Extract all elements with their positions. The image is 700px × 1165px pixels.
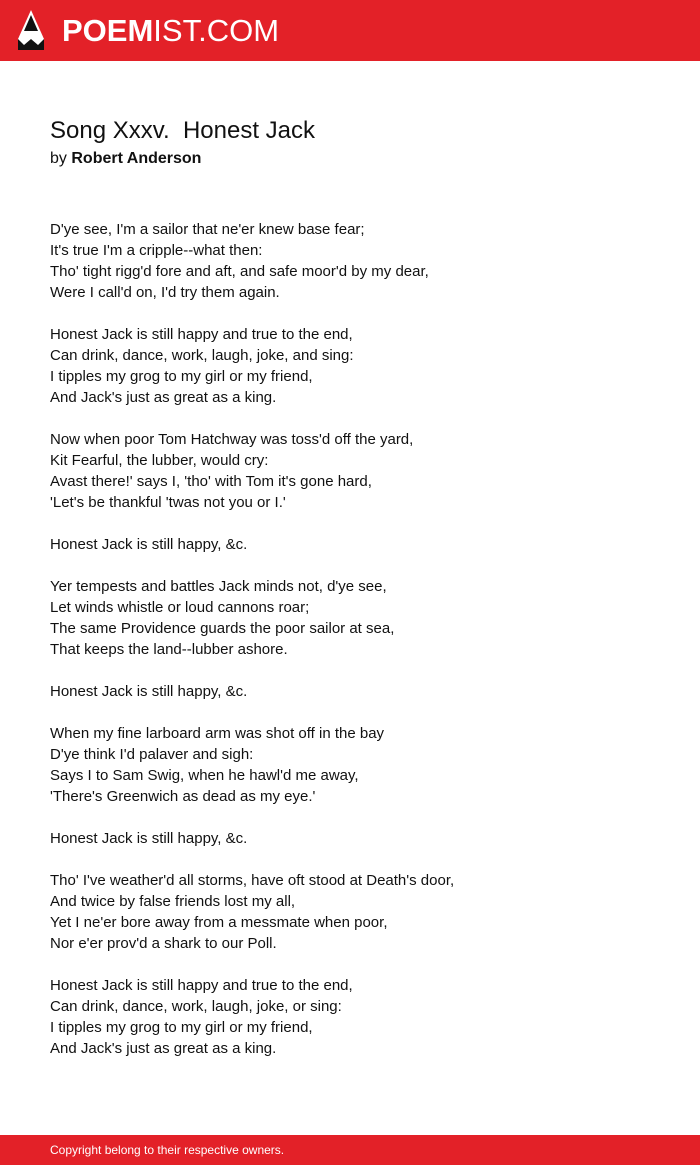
stanza [50,828,670,849]
author-name: Robert Anderson [71,150,202,167]
stanza [50,723,670,807]
site-logo-text[interactable] [62,11,279,51]
poem-line: Tho' I've weather'd all storms, have oft stood at Death's door, [50,872,455,889]
site-header [0,0,700,61]
poem-line: Can drink, dance, work, laugh, joke, and sing: [50,347,354,364]
stanza [50,219,670,303]
stanza [50,576,670,660]
poem-line: Honest Jack is still happy and true to the end, [50,977,353,994]
poem-line: Tho' tight rigg'd fore and aft, and safe moor'd by my dear, [50,263,429,280]
by-label: by [50,150,67,167]
poem-line: Yer tempests and battles Jack minds not, d'ye see, [50,578,387,595]
site-footer [0,1135,700,1165]
poem-line: Honest Jack is still happy and true to the end, [50,326,353,343]
pencil-tip-icon[interactable] [17,9,45,51]
poem-line: 'There's Greenwich as dead as my eye.' [50,788,316,805]
byline [50,148,201,170]
poem-line: D'ye see, I'm a sailor that ne'er knew base fear; [50,221,365,238]
poem-line: The same Providence guards the poor sailor at sea, [50,620,395,637]
poem-line: Now when poor Tom Hatchway was toss'd off the yard, [50,431,414,448]
poem-line: Kit Fearful, the lubber, would cry: [50,452,269,469]
poem-line: Honest Jack is still happy, &c. [50,536,248,553]
poem-line: 'Let's be thankful 'twas not you or I.' [50,494,286,511]
poem-line: Honest Jack is still happy, &c. [50,830,248,847]
stanza [50,681,670,702]
brand-light: IST.COM [153,13,280,48]
poem-line: And Jack's just as great as a king. [50,1040,277,1057]
poem-line: And Jack's just as great as a king. [50,389,277,406]
stanza [50,534,670,555]
poem-line: Yet I ne'er bore away from a messmate when poor, [50,914,388,931]
poem-line: When my fine larboard arm was shot off in the bay [50,725,385,742]
brand-bold: POEM [62,13,154,48]
poem-line: Let winds whistle or loud cannons roar; [50,599,310,616]
poem-line: That keeps the land--lubber ashore. [50,641,288,658]
stanza [50,975,670,1059]
poem-line: I tipples my grog to my girl or my friend, [50,368,313,385]
poem-line: Says I to Sam Swig, when he hawl'd me away, [50,767,359,784]
poem-line: Avast there!' says I, 'tho' with Tom it's gone hard, [50,473,372,490]
poem-line: I tipples my grog to my girl or my friend, [50,1019,313,1036]
poem-title: Song Xxxv. Honest Jack [50,117,316,144]
stanza [50,324,670,408]
stanza [50,870,670,954]
poem-body [50,219,670,1080]
poem-line: And twice by false friends lost my all, [50,893,296,910]
poem-line: Honest Jack is still happy, &c. [50,683,248,700]
poem-line: D'ye think I'd palaver and sigh: [50,746,254,763]
poem-line: Were I call'd on, I'd try them again. [50,284,280,301]
poem-line: It's true I'm a cripple--what then: [50,242,263,259]
stanza [50,429,670,513]
poem-line: Can drink, dance, work, laugh, joke, or sing: [50,998,342,1015]
copyright-text: Copyright belong to their respective owners. [50,1143,285,1157]
poem-line: Nor e'er prov'd a shark to our Poll. [50,935,277,952]
